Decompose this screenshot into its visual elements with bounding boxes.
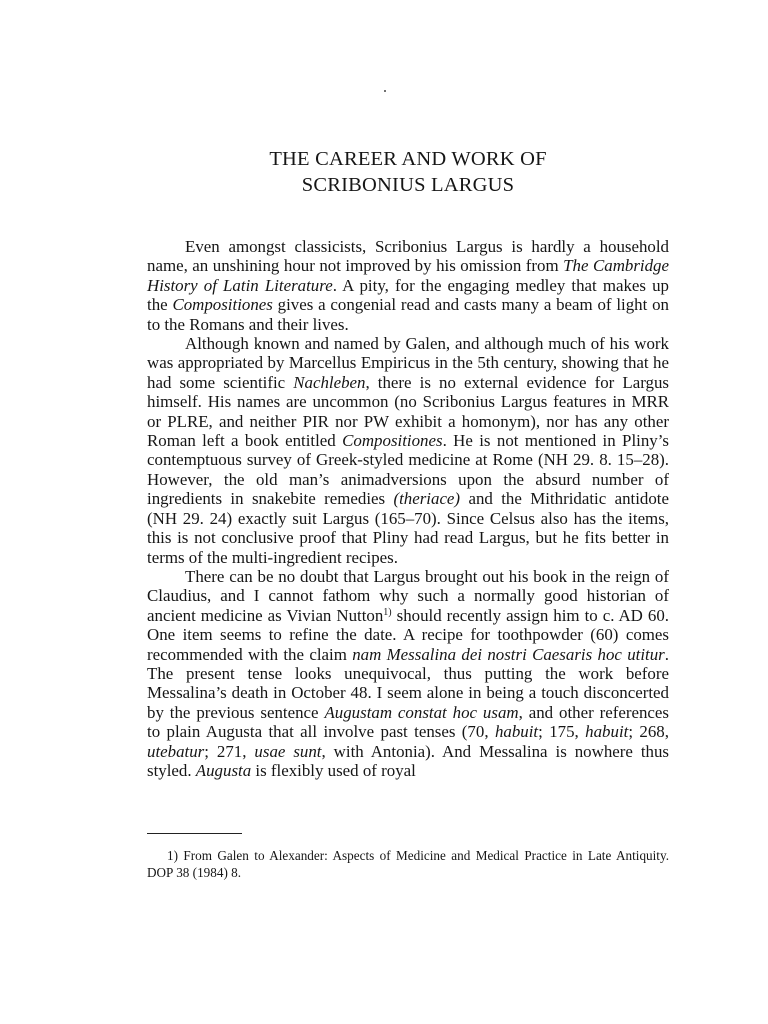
p3-text-f: , and other references to plain Augusta that all involve past tenses (70, bbox=[147, 702, 669, 742]
p2-text-c: , there is no external evidence for Largus himself. His names are uncommon (no Scribonius Largus features in MRR or PLRE, and neither PIR nor PW exhibit a homonym), nor has any other Roman left a book entitled bbox=[147, 372, 669, 451]
p3-text-h: ; 175, bbox=[538, 722, 586, 742]
footnote-divider bbox=[147, 833, 242, 834]
p2-work-title: Compositiones bbox=[342, 431, 443, 451]
footnote-1: 1) From Galen to Alexander: Aspects of Medicine and Medical Practice in Late Antiquity. DOP 38 (1984) 8. bbox=[147, 848, 669, 880]
p1-work-title: Compositiones bbox=[172, 295, 273, 315]
p3-text-d: . The present tense looks unequivocal, thus putting the work before Messalina’s death in October 48. I seem alone in being a touch disconcerted by the previous sentence bbox=[147, 644, 669, 722]
scan-speck bbox=[384, 90, 386, 92]
p2-text-g: and the Mithridatic antidote (NH 29. 24) exactly suit Largus (165–70). Since Celsus also has the items, this is not conclusive proof that Pliny had read Largus, but he fits better in terms of the multi-ingredient recipes. bbox=[147, 489, 669, 567]
title-line-1: THE CAREER AND WORK OF bbox=[269, 148, 547, 170]
p3-term-augusta: Augusta bbox=[195, 760, 252, 780]
p1-text-e: gives a congenial read and casts many a beam of light on to the Romans and their lives. bbox=[147, 295, 670, 334]
p3-text-p: is flexibly used of royal bbox=[251, 760, 416, 780]
p3-text-n: , with Antonia). And Messalina is nowhere thus styled. bbox=[147, 741, 669, 780]
p3-term-habuit-2: habuit bbox=[585, 722, 629, 742]
p3-quote-messalina: nam Messalina dei nostri Caesaris hoc utitur bbox=[352, 644, 665, 664]
p3-text-a: There can be no doubt that Largus brought out his book in the reign of Claudius, and I cannot fathom why such a normally good historian of ancient medicine as Vivian Nutton bbox=[147, 566, 669, 625]
title-line-2: SCRIBONIUS LARGUS bbox=[301, 174, 515, 196]
footnote-reference[interactable]: 1) bbox=[383, 606, 392, 618]
p1-text-a: Even amongst classicists, Scribonius Largus is hardly a household name, an unshining hour not improved by his omission from bbox=[147, 237, 669, 276]
p1-book-title: The Cambridge History of Latin Literature bbox=[147, 256, 669, 295]
article-title bbox=[147, 146, 669, 198]
p3-term-utebatur: utebatur bbox=[147, 741, 205, 761]
p2-term-theriace: (theriace) bbox=[393, 489, 461, 509]
article-body bbox=[147, 237, 669, 780]
p3-text-b: should recently assign him to c. AD 60. One item seems to refine the date. A recipe for toothpowder (60) comes recommended with the claim bbox=[147, 605, 669, 664]
p2-term-nachleben: Nachleben bbox=[293, 372, 366, 392]
paragraph-2 bbox=[147, 334, 669, 567]
p3-text-l: ; 271, bbox=[204, 741, 255, 761]
p2-text-a: Although known and named by Galen, and although much of his work was appropriated by Marcellus Empiricus in the 5th century, showing that he had some scientific bbox=[147, 334, 669, 392]
p1-text-c: . A pity, for the engaging medley that makes up the bbox=[147, 275, 669, 315]
paragraph-3 bbox=[147, 567, 669, 780]
p3-quote-augustam: Augustam constat hoc usam bbox=[324, 702, 519, 722]
p3-term-usae-sunt: usae sunt bbox=[254, 741, 322, 761]
p3-text-j: ; 268, bbox=[628, 722, 669, 742]
p2-text-e: . He is not mentioned in Pliny’s contemptuous survey of Greek-styled medicine at Rome (NH 29. 8. 15–28). However, the old man’s animadversions upon the absurd number of ingredients in snakebite remedies bbox=[147, 431, 669, 509]
p3-term-habuit-1: habuit bbox=[494, 722, 539, 742]
paragraph-1 bbox=[147, 237, 669, 334]
